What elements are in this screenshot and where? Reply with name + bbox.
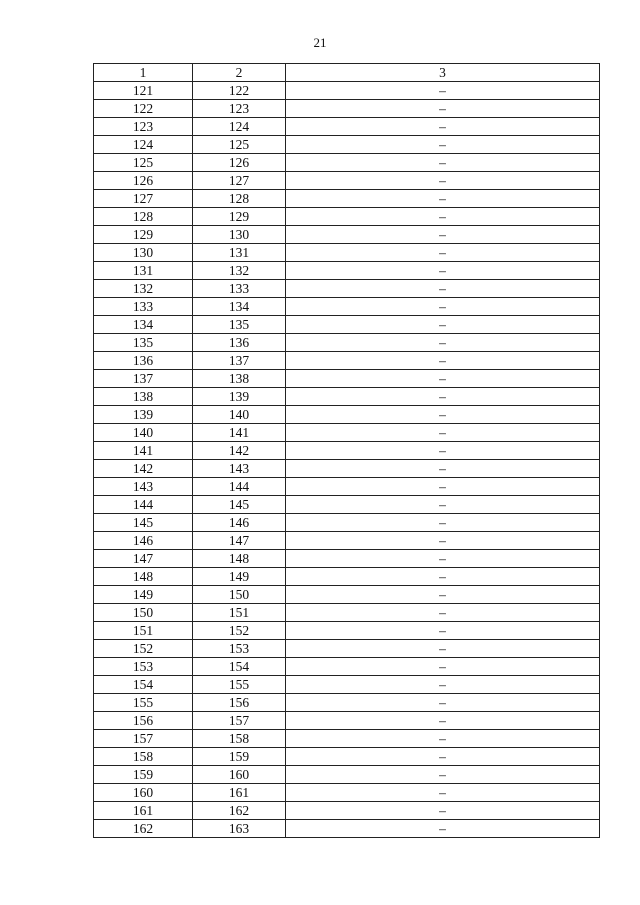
table-cell-col-2: 149 bbox=[193, 568, 286, 586]
table-cell-col-2: 140 bbox=[193, 406, 286, 424]
table-cell-col-1: 161 bbox=[94, 802, 193, 820]
table-cell-col-2: 159 bbox=[193, 748, 286, 766]
table-row bbox=[94, 676, 600, 694]
table-cell-col-1: 124 bbox=[94, 136, 193, 154]
table-row bbox=[94, 298, 600, 316]
table-cell-col-2: 123 bbox=[193, 100, 286, 118]
table-cell-col-3: – bbox=[286, 424, 600, 442]
table-cell-col-3: – bbox=[286, 568, 600, 586]
table-row bbox=[94, 208, 600, 226]
table-cell-col-2: 160 bbox=[193, 766, 286, 784]
table-cell-col-2: 161 bbox=[193, 784, 286, 802]
table-cell-col-3: – bbox=[286, 100, 600, 118]
table-cell-col-2: 132 bbox=[193, 262, 286, 280]
table-cell-col-2: 151 bbox=[193, 604, 286, 622]
table-cell-col-1: 148 bbox=[94, 568, 193, 586]
table-cell-col-2: 136 bbox=[193, 334, 286, 352]
table-cell-col-3: – bbox=[286, 550, 600, 568]
table-cell-col-3: – bbox=[286, 712, 600, 730]
table-cell-col-1: 138 bbox=[94, 388, 193, 406]
table-cell-col-3: – bbox=[286, 244, 600, 262]
data-table bbox=[93, 63, 600, 838]
table-cell-col-3: – bbox=[286, 208, 600, 226]
table-cell-col-1: 139 bbox=[94, 406, 193, 424]
table-row bbox=[94, 262, 600, 280]
table-row bbox=[94, 118, 600, 136]
table-row bbox=[94, 424, 600, 442]
table-cell-col-3: – bbox=[286, 460, 600, 478]
table-cell-col-3: – bbox=[286, 190, 600, 208]
table-cell-col-1: 128 bbox=[94, 208, 193, 226]
table-cell-col-1: 145 bbox=[94, 514, 193, 532]
table-cell-col-3: – bbox=[286, 532, 600, 550]
table-cell-col-1: 127 bbox=[94, 190, 193, 208]
table-row bbox=[94, 100, 600, 118]
table-cell-col-3: – bbox=[286, 172, 600, 190]
table-row bbox=[94, 388, 600, 406]
table-cell-col-2: 124 bbox=[193, 118, 286, 136]
table-body bbox=[94, 82, 600, 838]
table-cell-col-2: 143 bbox=[193, 460, 286, 478]
table-cell-col-3: – bbox=[286, 478, 600, 496]
table-cell-col-2: 152 bbox=[193, 622, 286, 640]
table-cell-col-1: 151 bbox=[94, 622, 193, 640]
table-cell-col-2: 122 bbox=[193, 82, 286, 100]
table-row bbox=[94, 730, 600, 748]
table-cell-col-3: – bbox=[286, 622, 600, 640]
table-cell-col-3: – bbox=[286, 640, 600, 658]
table-cell-col-3: – bbox=[286, 118, 600, 136]
table-cell-col-3: – bbox=[286, 370, 600, 388]
table-cell-col-1: 126 bbox=[94, 172, 193, 190]
table-cell-col-3: – bbox=[286, 496, 600, 514]
table-cell-col-1: 132 bbox=[94, 280, 193, 298]
table-cell-col-3: – bbox=[286, 586, 600, 604]
table-cell-col-2: 157 bbox=[193, 712, 286, 730]
table-cell-col-2: 138 bbox=[193, 370, 286, 388]
table-row bbox=[94, 334, 600, 352]
table-row bbox=[94, 226, 600, 244]
table-cell-col-3: – bbox=[286, 442, 600, 460]
table-cell-col-1: 146 bbox=[94, 532, 193, 550]
table-row bbox=[94, 802, 600, 820]
table-cell-col-3: – bbox=[286, 658, 600, 676]
table-cell-col-1: 149 bbox=[94, 586, 193, 604]
table-cell-col-1: 140 bbox=[94, 424, 193, 442]
table-cell-col-1: 159 bbox=[94, 766, 193, 784]
table-row bbox=[94, 586, 600, 604]
table-row bbox=[94, 712, 600, 730]
table-cell-col-1: 125 bbox=[94, 154, 193, 172]
table-cell-col-1: 158 bbox=[94, 748, 193, 766]
table-row bbox=[94, 406, 600, 424]
table-row bbox=[94, 784, 600, 802]
table-cell-col-1: 133 bbox=[94, 298, 193, 316]
table-cell-col-1: 135 bbox=[94, 334, 193, 352]
table-cell-col-3: – bbox=[286, 748, 600, 766]
table-cell-col-3: – bbox=[286, 262, 600, 280]
table-row bbox=[94, 82, 600, 100]
table-cell-col-3: – bbox=[286, 280, 600, 298]
table-cell-col-1: 130 bbox=[94, 244, 193, 262]
table-cell-col-3: – bbox=[286, 136, 600, 154]
table-cell-col-2: 142 bbox=[193, 442, 286, 460]
table-cell-col-1: 150 bbox=[94, 604, 193, 622]
table-row bbox=[94, 136, 600, 154]
table-cell-col-2: 162 bbox=[193, 802, 286, 820]
table-row bbox=[94, 640, 600, 658]
table-cell-col-1: 155 bbox=[94, 694, 193, 712]
table-cell-col-3: – bbox=[286, 514, 600, 532]
table-cell-col-2: 144 bbox=[193, 478, 286, 496]
table-cell-col-2: 148 bbox=[193, 550, 286, 568]
table-cell-col-1: 153 bbox=[94, 658, 193, 676]
table-cell-col-1: 144 bbox=[94, 496, 193, 514]
table-cell-col-2: 153 bbox=[193, 640, 286, 658]
table-row bbox=[94, 478, 600, 496]
table-cell-col-3: – bbox=[286, 334, 600, 352]
table-cell-col-2: 134 bbox=[193, 298, 286, 316]
table-row bbox=[94, 352, 600, 370]
table-cell-col-3: – bbox=[286, 676, 600, 694]
table-cell-col-1: 142 bbox=[94, 460, 193, 478]
table-row bbox=[94, 496, 600, 514]
table-row bbox=[94, 244, 600, 262]
table-cell-col-1: 160 bbox=[94, 784, 193, 802]
table-cell-col-1: 156 bbox=[94, 712, 193, 730]
table-cell-col-1: 147 bbox=[94, 550, 193, 568]
table-cell-col-2: 126 bbox=[193, 154, 286, 172]
table-cell-col-3: – bbox=[286, 730, 600, 748]
table-cell-col-2: 155 bbox=[193, 676, 286, 694]
table-cell-col-3: – bbox=[286, 154, 600, 172]
table-cell-col-3: – bbox=[286, 316, 600, 334]
table-row bbox=[94, 604, 600, 622]
table-cell-col-2: 137 bbox=[193, 352, 286, 370]
table-cell-col-3: – bbox=[286, 352, 600, 370]
table-header-row bbox=[94, 64, 600, 82]
table-cell-col-3: – bbox=[286, 406, 600, 424]
column-header-3: 3 bbox=[286, 64, 600, 82]
table-row bbox=[94, 748, 600, 766]
table-row bbox=[94, 442, 600, 460]
table-cell-col-2: 156 bbox=[193, 694, 286, 712]
table-cell-col-3: – bbox=[286, 784, 600, 802]
table-row bbox=[94, 568, 600, 586]
table-cell-col-2: 128 bbox=[193, 190, 286, 208]
table-cell-col-2: 146 bbox=[193, 514, 286, 532]
table-cell-col-2: 150 bbox=[193, 586, 286, 604]
table-cell-col-1: 152 bbox=[94, 640, 193, 658]
table-row bbox=[94, 172, 600, 190]
table-cell-col-3: – bbox=[286, 604, 600, 622]
table-row bbox=[94, 460, 600, 478]
table-cell-col-2: 163 bbox=[193, 820, 286, 838]
table-cell-col-2: 127 bbox=[193, 172, 286, 190]
table-cell-col-1: 154 bbox=[94, 676, 193, 694]
table-cell-col-1: 157 bbox=[94, 730, 193, 748]
table-cell-col-2: 131 bbox=[193, 244, 286, 262]
table-cell-col-2: 158 bbox=[193, 730, 286, 748]
table-cell-col-1: 121 bbox=[94, 82, 193, 100]
table-cell-col-2: 125 bbox=[193, 136, 286, 154]
page-number: 21 bbox=[313, 35, 327, 50]
table-cell-col-1: 143 bbox=[94, 478, 193, 496]
table-cell-col-2: 135 bbox=[193, 316, 286, 334]
table-row bbox=[94, 514, 600, 532]
column-header-1: 1 bbox=[94, 64, 193, 82]
table-cell-col-1: 141 bbox=[94, 442, 193, 460]
table-cell-col-1: 123 bbox=[94, 118, 193, 136]
table-row bbox=[94, 370, 600, 388]
table-cell-col-3: – bbox=[286, 802, 600, 820]
table-row bbox=[94, 280, 600, 298]
table-cell-col-1: 122 bbox=[94, 100, 193, 118]
table-row bbox=[94, 820, 600, 838]
table-row bbox=[94, 766, 600, 784]
table-row bbox=[94, 190, 600, 208]
column-header-2: 2 bbox=[193, 64, 286, 82]
table-cell-col-3: – bbox=[286, 226, 600, 244]
table-cell-col-3: – bbox=[286, 298, 600, 316]
table-row bbox=[94, 532, 600, 550]
table-cell-col-3: – bbox=[286, 820, 600, 838]
table-cell-col-2: 130 bbox=[193, 226, 286, 244]
table-row bbox=[94, 154, 600, 172]
table-cell-col-2: 154 bbox=[193, 658, 286, 676]
table-cell-col-3: – bbox=[286, 388, 600, 406]
table-cell-col-1: 136 bbox=[94, 352, 193, 370]
table-cell-col-3: – bbox=[286, 82, 600, 100]
table-cell-col-2: 145 bbox=[193, 496, 286, 514]
table-row bbox=[94, 658, 600, 676]
table-row bbox=[94, 622, 600, 640]
table-cell-col-2: 139 bbox=[193, 388, 286, 406]
table-cell-col-1: 162 bbox=[94, 820, 193, 838]
table-cell-col-2: 141 bbox=[193, 424, 286, 442]
table-cell-col-1: 134 bbox=[94, 316, 193, 334]
table-row bbox=[94, 316, 600, 334]
table-cell-col-2: 129 bbox=[193, 208, 286, 226]
table-cell-col-3: – bbox=[286, 766, 600, 784]
table-cell-col-3: – bbox=[286, 694, 600, 712]
table-row bbox=[94, 694, 600, 712]
table-cell-col-1: 137 bbox=[94, 370, 193, 388]
table-cell-col-2: 147 bbox=[193, 532, 286, 550]
table-cell-col-1: 129 bbox=[94, 226, 193, 244]
table-cell-col-1: 131 bbox=[94, 262, 193, 280]
table-cell-col-2: 133 bbox=[193, 280, 286, 298]
table-row bbox=[94, 550, 600, 568]
